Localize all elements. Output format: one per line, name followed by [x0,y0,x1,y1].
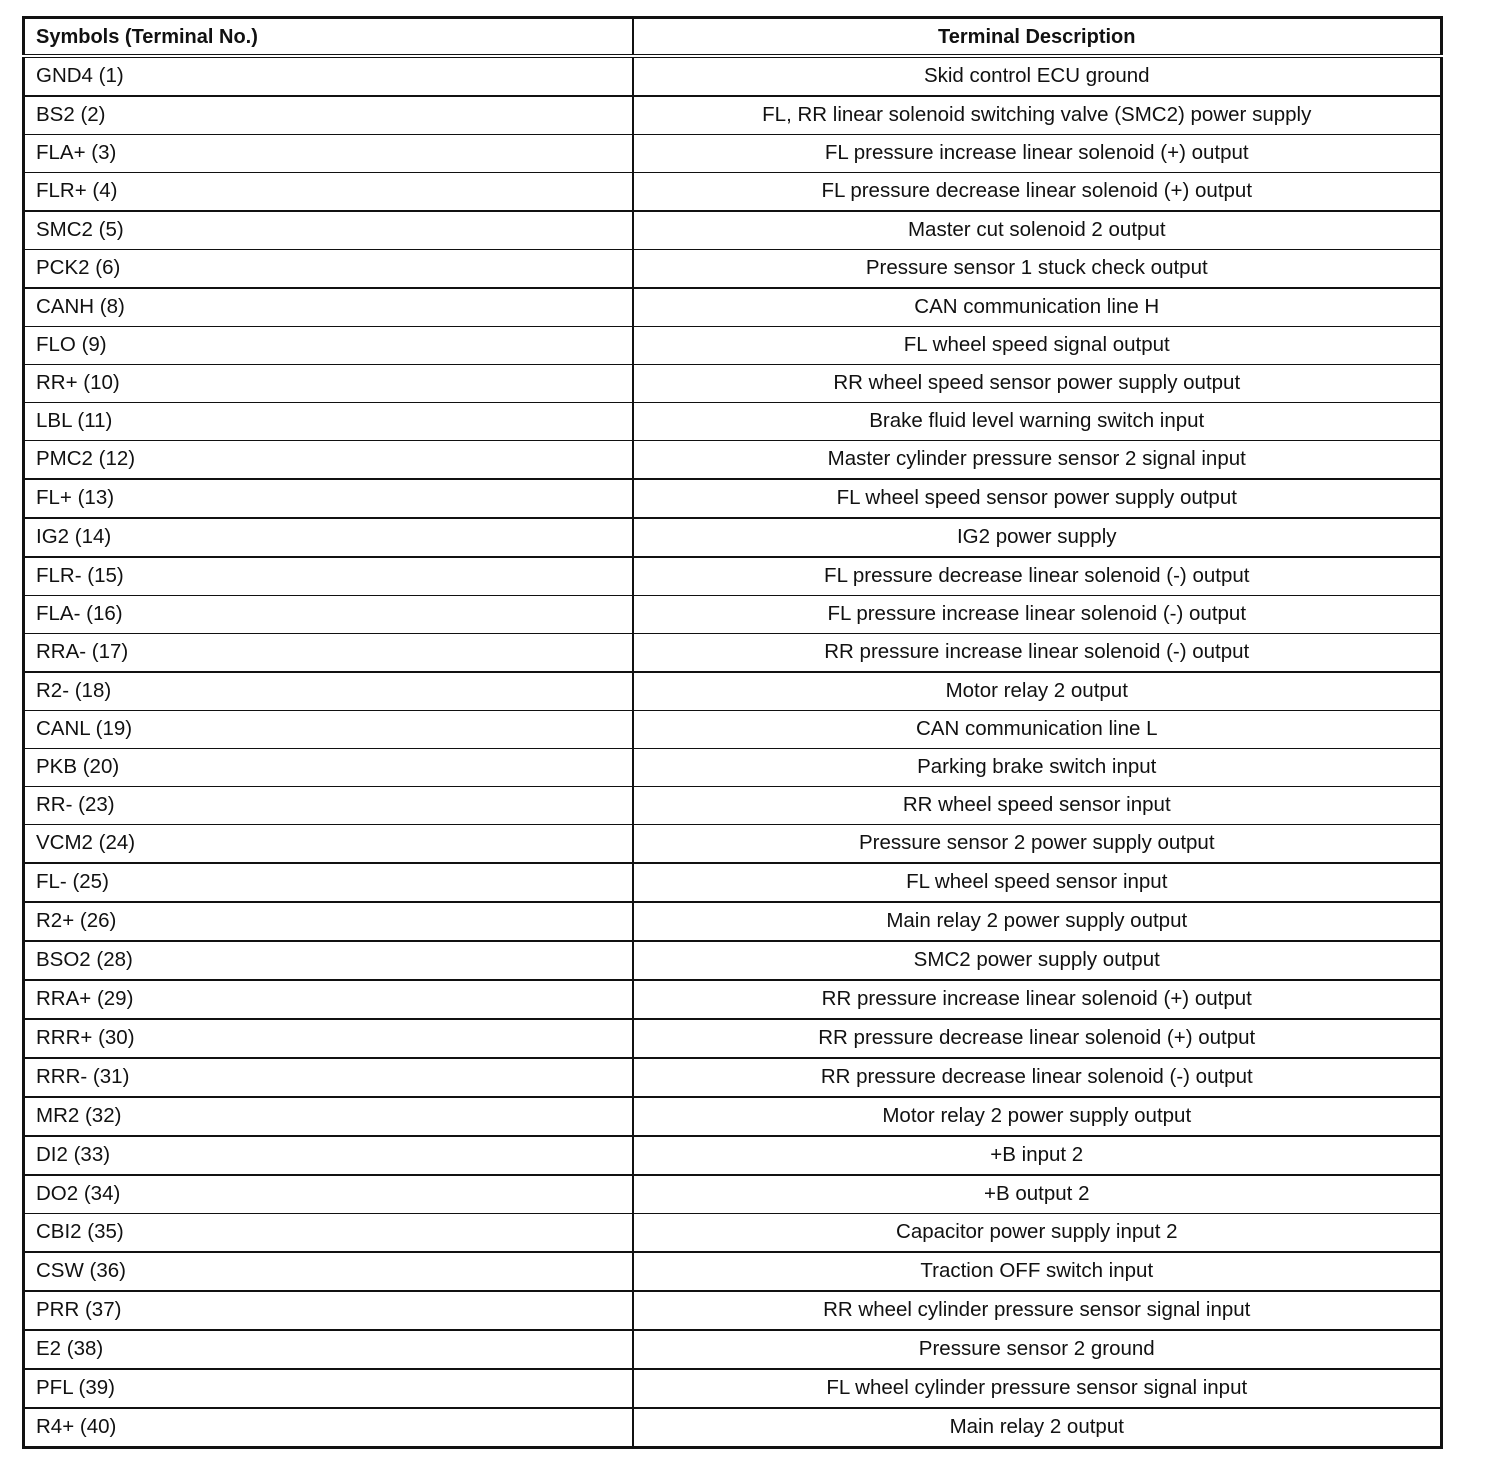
terminal-description: FL pressure increase linear solenoid (-) output [633,596,1442,634]
terminal-description: Motor relay 2 power supply output [633,1097,1442,1136]
terminal-symbol: CANH (8) [24,288,633,327]
table-row [24,863,1442,902]
terminal-symbol: CANL (19) [24,711,633,749]
terminal-description: CAN communication line H [633,288,1442,327]
terminal-description: RR pressure increase linear solenoid (-) output [633,634,1442,673]
header-row [24,18,1442,57]
terminal-description: FL wheel speed sensor power supply output [633,479,1442,518]
terminal-symbol: FLR- (15) [24,557,633,596]
table-row [24,56,1442,96]
table-row [24,1019,1442,1058]
terminal-description: RR pressure decrease linear solenoid (-) output [633,1058,1442,1097]
terminal-symbol: CBI2 (35) [24,1214,633,1253]
table-row [24,941,1442,980]
table-row [24,1408,1442,1448]
table-row [24,749,1442,787]
table-row [24,403,1442,441]
table-row [24,173,1442,212]
terminal-description: SMC2 power supply output [633,941,1442,980]
table-row [24,596,1442,634]
terminal-symbol: BSO2 (28) [24,941,633,980]
terminal-description: Pressure sensor 1 stuck check output [633,250,1442,289]
table-row [24,902,1442,941]
terminal-symbol: RR+ (10) [24,365,633,403]
table-row [24,787,1442,825]
terminal-description: +B output 2 [633,1175,1442,1214]
terminal-symbol: FLO (9) [24,327,633,365]
terminal-symbol: SMC2 (5) [24,211,633,250]
terminal-description: Skid control ECU ground [633,56,1442,96]
terminal-description: Brake fluid level warning switch input [633,403,1442,441]
terminal-symbol: RRA+ (29) [24,980,633,1019]
terminal-description: Main relay 2 output [633,1408,1442,1448]
terminal-symbol: FL+ (13) [24,479,633,518]
terminal-symbol: PFL (39) [24,1369,633,1408]
terminal-symbol: E2 (38) [24,1330,633,1369]
terminal-description: Motor relay 2 output [633,672,1442,711]
terminal-symbol: R2+ (26) [24,902,633,941]
terminal-symbol: RRA- (17) [24,634,633,673]
terminal-symbol: MR2 (32) [24,1097,633,1136]
table-row [24,365,1442,403]
terminal-description: FL wheel speed signal output [633,327,1442,365]
table-row [24,1058,1442,1097]
terminal-symbol: BS2 (2) [24,96,633,135]
terminal-symbol: IG2 (14) [24,518,633,557]
terminal-symbol: DO2 (34) [24,1175,633,1214]
terminal-description: FL wheel speed sensor input [633,863,1442,902]
terminal-description: RR wheel speed sensor power supply output [633,365,1442,403]
table-body [24,56,1442,1448]
terminal-symbol: VCM2 (24) [24,825,633,864]
terminal-symbol: R4+ (40) [24,1408,633,1448]
terminal-symbol: FLA- (16) [24,596,633,634]
terminal-description: RR pressure increase linear solenoid (+) output [633,980,1442,1019]
terminal-symbol: PKB (20) [24,749,633,787]
terminal-description: RR pressure decrease linear solenoid (+) output [633,1019,1442,1058]
terminal-description: Master cylinder pressure sensor 2 signal input [633,441,1442,480]
terminal-description: CAN communication line L [633,711,1442,749]
terminal-table [22,16,1443,1449]
terminal-description: FL, RR linear solenoid switching valve (SMC2) power supply [633,96,1442,135]
terminal-description: FL pressure decrease linear solenoid (-) output [633,557,1442,596]
terminal-symbol: PCK2 (6) [24,250,633,289]
table-row [24,518,1442,557]
table-row [24,634,1442,673]
terminal-description: Pressure sensor 2 power supply output [633,825,1442,864]
table-row [24,825,1442,864]
terminal-description: Capacitor power supply input 2 [633,1214,1442,1253]
table-row [24,211,1442,250]
table-row [24,980,1442,1019]
terminal-symbol: LBL (11) [24,403,633,441]
terminal-symbol: PRR (37) [24,1291,633,1330]
table-row [24,479,1442,518]
table-row [24,1330,1442,1369]
table-row [24,1369,1442,1408]
table-row [24,1252,1442,1291]
table-row [24,441,1442,480]
terminal-description: Master cut solenoid 2 output [633,211,1442,250]
terminal-symbol: CSW (36) [24,1252,633,1291]
terminal-description: FL pressure increase linear solenoid (+) output [633,135,1442,173]
terminal-description: RR wheel cylinder pressure sensor signal input [633,1291,1442,1330]
terminal-symbol: RR- (23) [24,787,633,825]
table-row [24,1214,1442,1253]
terminal-symbol: DI2 (33) [24,1136,633,1175]
terminal-symbol: FLA+ (3) [24,135,633,173]
terminal-symbol: PMC2 (12) [24,441,633,480]
table-row [24,327,1442,365]
terminal-symbol: RRR+ (30) [24,1019,633,1058]
terminal-symbol: FLR+ (4) [24,173,633,212]
terminal-description: FL pressure decrease linear solenoid (+) output [633,173,1442,212]
table-row [24,288,1442,327]
terminal-symbol: RRR- (31) [24,1058,633,1097]
table-row [24,135,1442,173]
terminal-symbol: FL- (25) [24,863,633,902]
terminal-description: Main relay 2 power supply output [633,902,1442,941]
terminal-description: FL wheel cylinder pressure sensor signal input [633,1369,1442,1408]
terminal-symbol: GND4 (1) [24,56,633,96]
table-row [24,1291,1442,1330]
table-row [24,96,1442,135]
terminal-description: Pressure sensor 2 ground [633,1330,1442,1369]
table-row [24,557,1442,596]
terminal-description: Traction OFF switch input [633,1252,1442,1291]
table-row [24,1097,1442,1136]
table-row [24,672,1442,711]
terminal-description: Parking brake switch input [633,749,1442,787]
table-row [24,711,1442,749]
table-row [24,250,1442,289]
terminal-symbol: R2- (18) [24,672,633,711]
terminal-description: IG2 power supply [633,518,1442,557]
table-row [24,1136,1442,1175]
header-description: Terminal Description [633,18,1442,57]
terminal-description: RR wheel speed sensor input [633,787,1442,825]
table-row [24,1175,1442,1214]
header-symbols: Symbols (Terminal No.) [24,18,633,57]
terminal-description: +B input 2 [633,1136,1442,1175]
